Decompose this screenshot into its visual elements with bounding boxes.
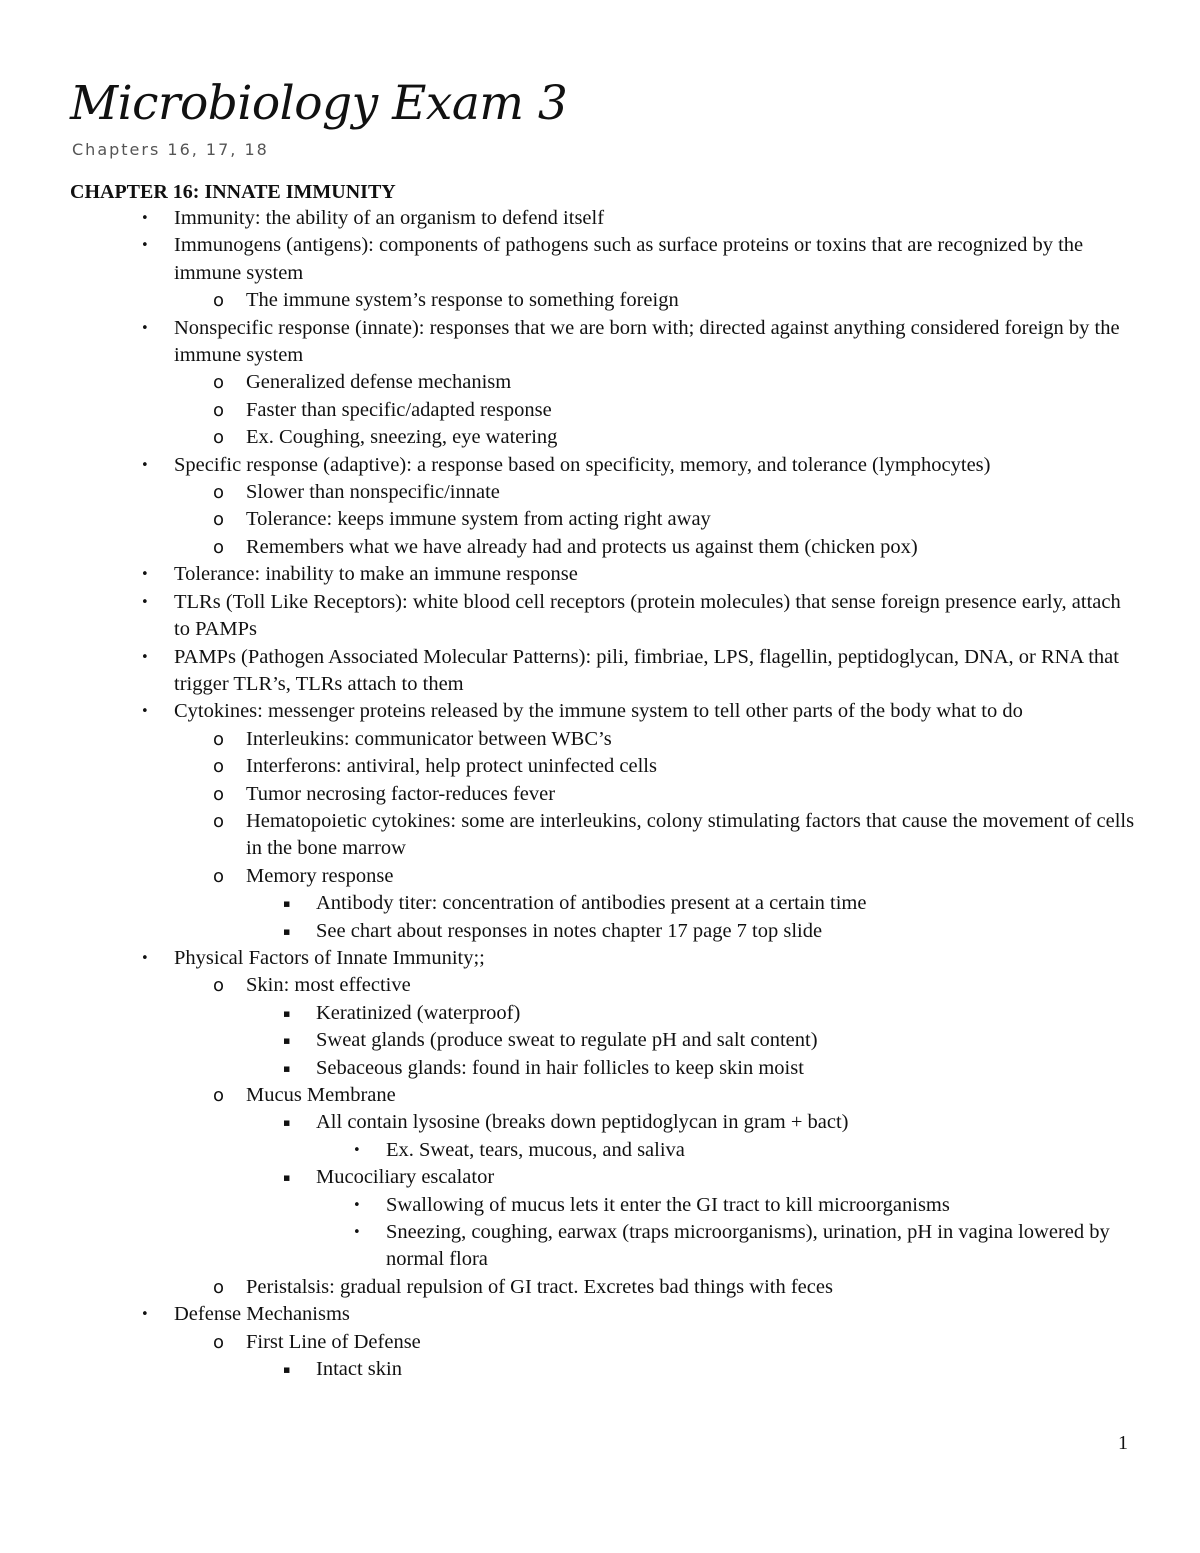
bullet-marker: o [213, 482, 225, 504]
list-item-text: Antibody titer: concentration of antibodies present at a certain time [316, 892, 867, 915]
list-item [0, 918, 1153, 945]
list-item-text: Mucociliary escalator [316, 1166, 495, 1189]
bullet-marker: o [213, 865, 225, 887]
bullet-marker: • [141, 567, 149, 583]
page-number: 1 [1118, 1432, 1128, 1454]
bullet-marker: • [141, 238, 149, 254]
list-item-text: TLRs (Toll Like Receptors): white blood cell receptors (protein molecules) that sense foreign presence early, attach to PAMPs [174, 590, 1121, 641]
list-item [0, 205, 1141, 232]
bullet-marker: o [213, 1276, 225, 1298]
bullet-marker: • [141, 457, 149, 473]
bullet-marker: o [213, 1085, 225, 1106]
bullet-marker: • [353, 1197, 361, 1213]
list-item-text: Physical Factors of Innate Immunity;; [174, 946, 485, 969]
list-item [0, 397, 1153, 424]
list-item-text: Ex. Coughing, sneezing, eye watering [246, 426, 558, 449]
list-item [0, 1082, 1153, 1109]
list-item-text: Specific response (adaptive): a response based on specificity, memory, and tolerance (lymphocytes) [174, 453, 991, 476]
list-item-text: PAMPs (Pathogen Associated Molecular Patterns): pili, fimbriae, LPS, flagellin, peptidoglycan, DNA, or RNA that trigger TLR’s, TLRs attach to them [174, 645, 1119, 695]
list-item [0, 452, 1141, 479]
list-item-text: Immunogens (antigens): components of pathogens such as surface proteins or toxins that are recognized by the immune system [174, 234, 1084, 284]
bullet-marker: ▪ [283, 1061, 291, 1075]
document-subtitle: Chapters 16, 17, 18 [72, 140, 269, 159]
list-item-text: Interleukins: communicator between WBC’s [246, 727, 612, 750]
list-item-text: First Line of Defense [246, 1330, 421, 1353]
list-item [0, 1109, 1153, 1136]
list-item [0, 1027, 1153, 1054]
list-item [0, 287, 1153, 314]
bullet-marker: • [141, 320, 149, 336]
list-item [0, 808, 1153, 863]
bullet-marker: o [213, 372, 225, 394]
bullet-marker: • [141, 950, 149, 966]
bullet-marker: o [213, 756, 225, 778]
bullet-marker: ▪ [283, 924, 291, 938]
list-item-text: Nonspecific response (innate): responses that we are born with; directed against anything considered foreign by the immune system [174, 316, 1120, 367]
bullet-marker: o [213, 810, 225, 832]
list-item [0, 698, 1141, 725]
list-item [0, 1274, 1153, 1301]
document-title: Microbiology Exam 3 [70, 76, 568, 131]
list-item [0, 1192, 1153, 1219]
list-item [0, 561, 1141, 588]
list-item-text: Mucus Membrane [246, 1084, 396, 1106]
list-item [0, 781, 1153, 808]
list-item-text: The immune system’s response to something foreign [246, 289, 679, 312]
list-item [0, 479, 1153, 506]
bullet-marker: • [141, 1307, 149, 1323]
list-item [0, 644, 1141, 699]
list-item [0, 753, 1153, 780]
bullet-marker: ▪ [283, 1006, 291, 1020]
list-item [0, 1137, 1153, 1164]
bullet-marker: o [213, 509, 225, 531]
list-item-text: Sweat glands (produce sweat to regulate pH and salt content) [316, 1029, 818, 1052]
bullet-marker: o [213, 728, 225, 750]
list-item-text: Defense Mechanisms [174, 1303, 350, 1326]
list-item [0, 1329, 1153, 1356]
bullet-marker: ▪ [283, 897, 291, 911]
list-item [0, 1055, 1153, 1082]
bullet-marker: • [353, 1225, 361, 1241]
bullet-marker: • [141, 649, 149, 665]
bullet-marker: o [213, 1331, 225, 1353]
list-item [0, 1219, 1153, 1274]
list-item [0, 1164, 1153, 1191]
list-item-text: Keratinized (waterproof) [316, 1001, 521, 1024]
list-item-text: Slower than nonspecific/innate [246, 481, 500, 504]
bullet-marker: • [353, 1142, 361, 1158]
list-item [0, 232, 1141, 287]
list-item [0, 534, 1153, 561]
bullet-marker: • [141, 594, 149, 610]
list-item-text: Generalized defense mechanism [246, 371, 512, 394]
list-item [0, 945, 1141, 972]
list-item-text: Swallowing of mucus lets it enter the GI tract to kill microorganisms [386, 1193, 950, 1216]
list-item-text: Memory response [246, 864, 394, 887]
bullet-marker: ▪ [283, 1034, 291, 1048]
list-item [0, 424, 1153, 451]
list-item-text: Sebaceous glands: found in hair follicles to keep skin moist [316, 1056, 804, 1079]
bullet-marker: o [213, 427, 225, 449]
list-item-text: Sneezing, coughing, earwax (traps microorganisms), urination, pH in vagina lowered by normal flora [386, 1221, 1110, 1271]
list-item-text: Tolerance: inability to make an immune response [174, 563, 578, 586]
list-item-text: Tumor necrosing factor-reduces fever [246, 782, 556, 805]
list-item-text: Hematopoietic cytokines: some are interleukins, colony stimulating factors that cause the movement of cells in the bone marrow [246, 809, 1135, 860]
list-item [0, 506, 1153, 533]
notes-outline [0, 205, 1200, 1383]
bullet-marker: ▪ [283, 1363, 291, 1377]
bullet-marker: ▪ [283, 1116, 291, 1130]
list-item-text: Remembers what we have already had and protects us against them (chicken pox) [246, 535, 918, 558]
bullet-marker: o [213, 290, 225, 312]
list-item-text: Interferons: antiviral, help protect uninfected cells [246, 755, 657, 778]
list-item-text: Tolerance: keeps immune system from acting right away [246, 508, 711, 531]
list-item-text: All contain lysosine (breaks down peptidoglycan in gram + bact) [316, 1111, 849, 1134]
list-item [0, 890, 1153, 917]
list-item-text: Cytokines: messenger proteins released by the immune system to tell other parts of the body what to do [174, 700, 1023, 723]
list-item-text: Immunity: the ability of an organism to defend itself [174, 207, 605, 229]
bullet-marker: • [141, 704, 149, 720]
chapter-heading: CHAPTER 16: INNATE IMMUNITY [70, 181, 396, 203]
list-item [0, 315, 1141, 370]
list-item-text: Faster than specific/adapted response [246, 398, 552, 421]
list-item [0, 972, 1153, 999]
bullet-marker: o [213, 399, 225, 421]
list-item-text: Intact skin [316, 1358, 402, 1381]
list-item [0, 863, 1153, 890]
list-item-text: Peristalsis: gradual repulsion of GI tract. Excretes bad things with feces [246, 1275, 833, 1298]
bullet-marker: • [141, 211, 149, 226]
list-item [0, 1000, 1153, 1027]
list-item [0, 1301, 1141, 1328]
list-item-text: Skin: most effective [246, 974, 411, 997]
list-item [0, 726, 1153, 753]
list-item [0, 589, 1141, 644]
bullet-marker: o [213, 975, 225, 997]
bullet-marker: o [213, 536, 225, 558]
list-item-text: See chart about responses in notes chapter 17 page 7 top slide [316, 919, 823, 942]
list-item [0, 1356, 1153, 1383]
bullet-marker: o [213, 783, 225, 805]
list-item [0, 369, 1153, 396]
list-item-text: Ex. Sweat, tears, mucous, and saliva [386, 1138, 685, 1161]
bullet-marker: ▪ [283, 1171, 291, 1185]
